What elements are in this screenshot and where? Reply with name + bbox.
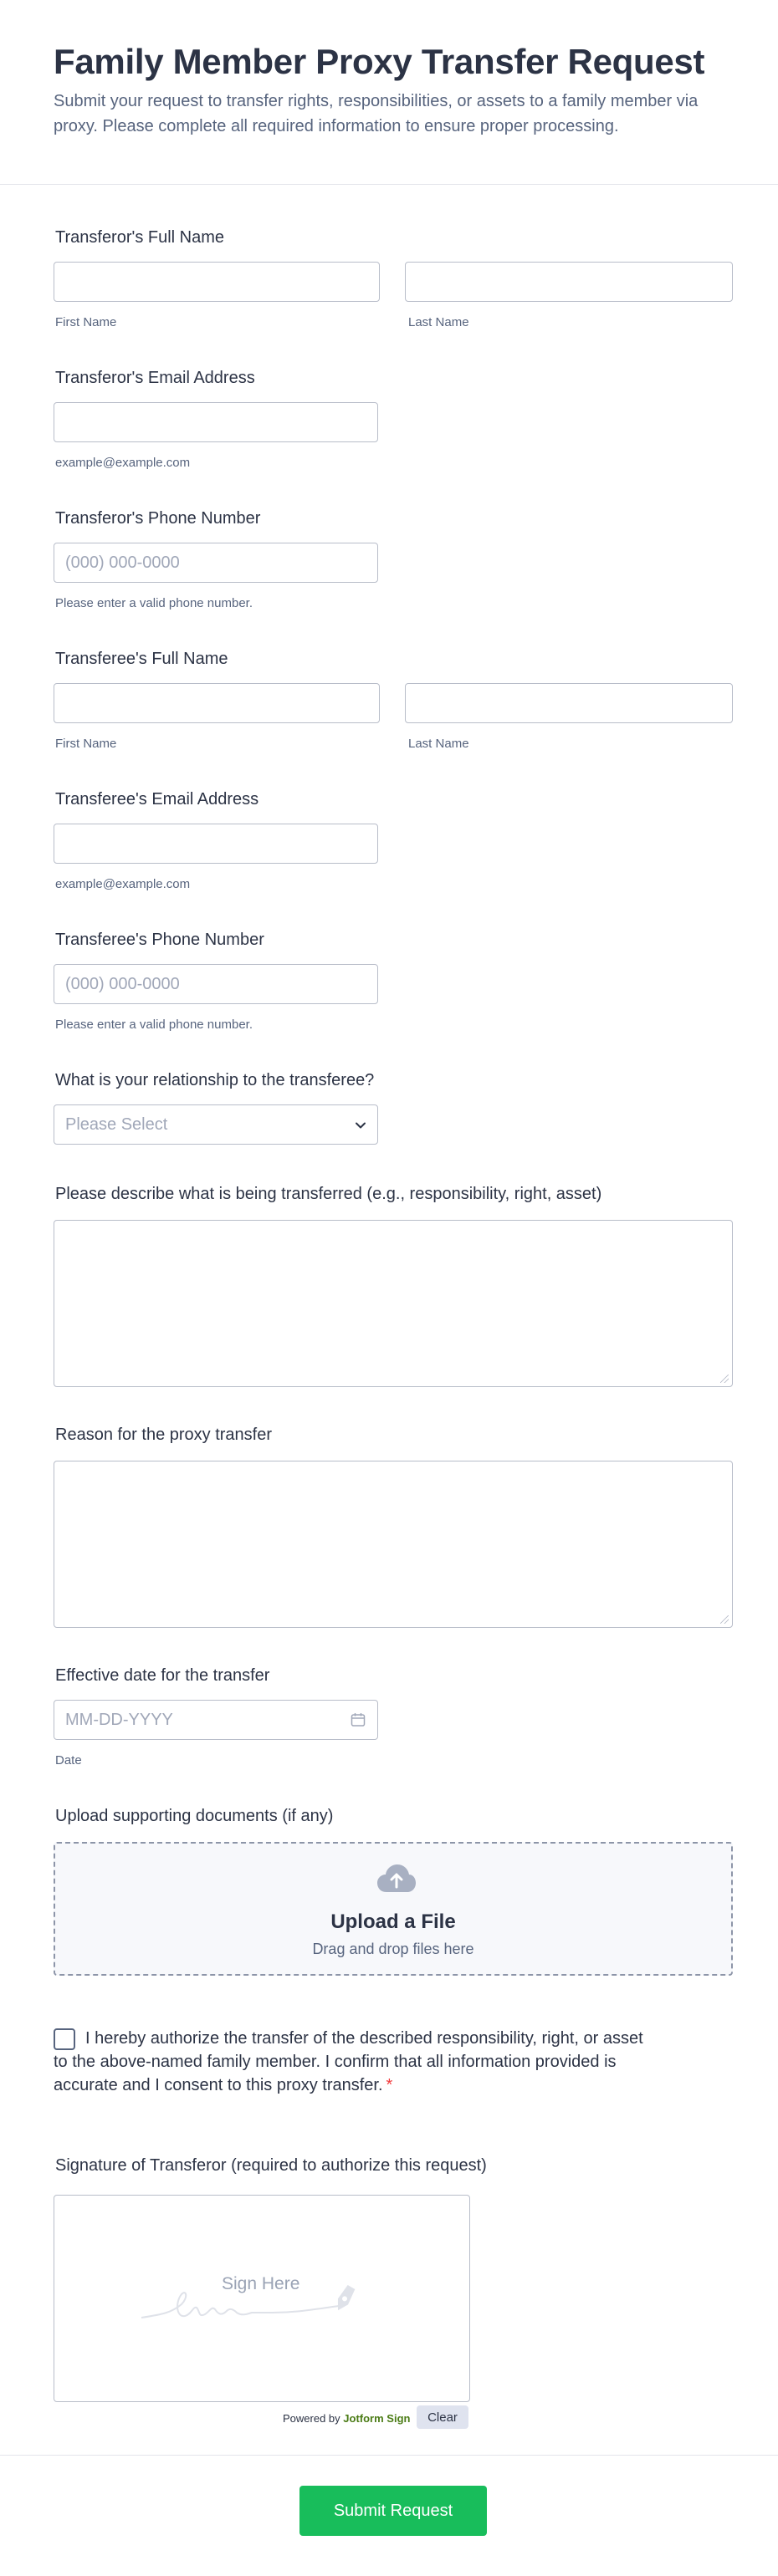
effective-date-label: Effective date for the transfer — [55, 1666, 270, 1685]
effective-date-placeholder: MM-DD-YYYY — [65, 1711, 173, 1729]
reason-label: Reason for the proxy transfer — [55, 1426, 273, 1444]
form-body — [0, 185, 778, 2520]
transferor-phone-sublabel: Please enter a valid phone number. — [55, 596, 253, 610]
transferee-name-label: Transferee's Full Name — [55, 650, 228, 668]
transferor-phone-label: Transferor's Phone Number — [55, 509, 261, 528]
transferor-last-name-input[interactable] — [405, 262, 733, 302]
powered-by-text — [283, 2412, 410, 2425]
transferee-phone-label: Transferee's Phone Number — [55, 931, 264, 949]
relationship-label: What is your relationship to the transferee? — [55, 1071, 375, 1089]
transferee-last-name-input[interactable] — [405, 683, 733, 723]
consent-text: I hereby authorize the transfer of the described responsibility, right, or asset to the above-named family member. I confirm that all information provided is accurate and I consent to this proxy transfer. — [54, 2029, 643, 2094]
transferor-name-label: Transferor's Full Name — [55, 228, 225, 247]
transferor-first-name-sublabel: First Name — [55, 315, 117, 329]
transferor-phone-input[interactable] — [54, 543, 378, 583]
form-description: Submit your request to transfer rights, responsibilities, or assets to a family member via proxy. Please complete all required information to ensure proper processing. — [54, 92, 699, 135]
transferor-email-label: Transferor's Email Address — [55, 369, 255, 387]
effective-date-sublabel: Date — [55, 1753, 82, 1767]
jotform-sign-link[interactable]: Jotform Sign — [343, 2412, 411, 2425]
transferee-first-name-sublabel: First Name — [55, 737, 117, 751]
powered-by-prefix: Powered by — [283, 2412, 340, 2425]
transferee-first-name-input[interactable] — [54, 683, 380, 723]
transferee-phone-placeholder: (000) 000-0000 — [65, 975, 180, 993]
calendar-icon[interactable] — [351, 1712, 366, 1727]
resize-handle-icon[interactable] — [720, 1375, 729, 1383]
upload-title: Upload a File — [330, 1910, 456, 1933]
transferor-email-input[interactable] — [54, 402, 378, 442]
transferee-phone-sublabel: Please enter a valid phone number. — [55, 1018, 253, 1032]
upload-label: Upload supporting documents (if any) — [55, 1807, 334, 1825]
transferee-phone-input[interactable] — [54, 964, 378, 1004]
description-textarea[interactable] — [54, 1220, 733, 1387]
chevron-down-icon — [354, 1119, 367, 1132]
reason-textarea[interactable] — [54, 1461, 733, 1628]
relationship-select[interactable] — [54, 1104, 378, 1145]
consent-text-block — [54, 2027, 656, 2097]
transferor-last-name-sublabel: Last Name — [408, 315, 469, 329]
effective-date-input[interactable] — [54, 1700, 378, 1740]
transferee-email-sublabel: example@example.com — [55, 877, 191, 891]
signature-placeholder: Sign Here — [222, 2274, 300, 2293]
submit-button[interactable]: Submit Request — [299, 2486, 487, 2536]
form-title: Family Member Proxy Transfer Request — [54, 42, 705, 81]
form-header — [0, 0, 778, 185]
relationship-selected-value: Please Select — [65, 1115, 168, 1134]
transferor-email-sublabel: example@example.com — [55, 456, 191, 470]
signature-label: Signature of Transferor (required to authorize this request) — [55, 2156, 487, 2175]
file-upload-dropzone[interactable] — [54, 1842, 733, 1976]
footer-divider — [0, 2455, 778, 2456]
transferee-email-label: Transferee's Email Address — [55, 790, 259, 809]
description-label: Please describe what is being transferred (e.g., responsibility, right, asset) — [55, 1185, 602, 1203]
required-asterisk: * — [386, 2076, 393, 2094]
cloud-upload-icon — [376, 1864, 417, 1894]
signature-pad[interactable] — [54, 2195, 470, 2402]
upload-hint: Drag and drop files here — [312, 1941, 474, 1957]
transferor-first-name-input[interactable] — [54, 262, 380, 302]
transferor-phone-placeholder: (000) 000-0000 — [65, 553, 180, 572]
transferee-email-input[interactable] — [54, 824, 378, 864]
clear-signature-button[interactable]: Clear — [417, 2405, 468, 2429]
resize-handle-icon[interactable] — [720, 1615, 729, 1624]
transferee-last-name-sublabel: Last Name — [408, 737, 469, 751]
